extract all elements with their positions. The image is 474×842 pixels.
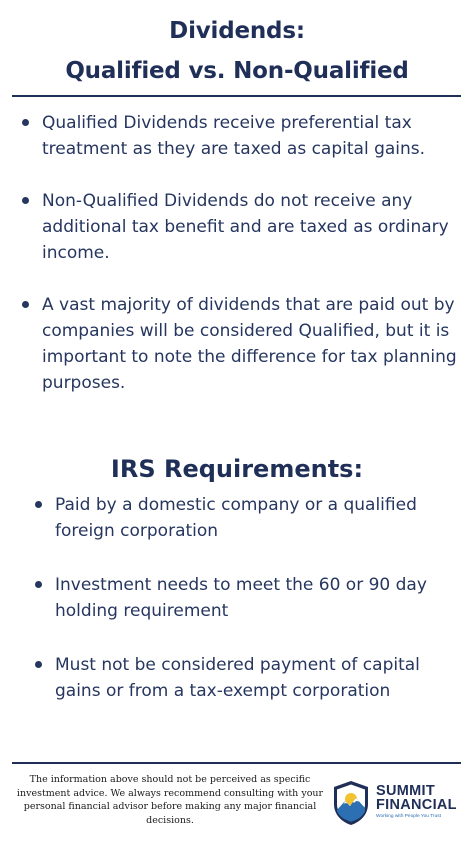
footer-divider [12, 762, 461, 764]
bullet-icon [35, 501, 42, 508]
intro-bullet-list [42, 110, 460, 422]
list-item [55, 652, 455, 704]
list-item-text: Qualified Dividends receive preferential tax treatment as they are taxed as capital gains. [42, 113, 426, 159]
list-item [55, 492, 455, 544]
irs-requirements-list [55, 492, 455, 732]
page-title-line-2: Qualified vs. Non-Qualified [65, 58, 409, 84]
list-item [55, 572, 455, 624]
bullet-icon [22, 197, 29, 204]
logo-tagline: Working with People You Trust [376, 814, 441, 819]
mountain-shield-icon [332, 780, 370, 826]
bullet-icon [35, 581, 42, 588]
bullet-icon [22, 301, 29, 308]
list-item-text: Investment needs to meet the 60 or 90 day holding requirement [55, 575, 427, 621]
list-item [42, 188, 460, 266]
list-item-text: Must not be considered payment of capital gains or from a tax-exempt corporation [55, 655, 420, 701]
page-title-line-1: Dividends: [169, 18, 305, 44]
irs-requirements-heading: IRS Requirements: [110, 455, 364, 483]
list-item-text: Non-Qualified Dividends do not receive any additional tax benefit and are taxed as ordinary income. [42, 191, 449, 263]
summit-financial-logo [332, 780, 464, 826]
list-item-text: A vast majority of dividends that are paid out by companies will be considered Qualified, but it is important to note the difference for tax planning purposes. [42, 295, 457, 393]
logo-name-line-1: SUMMIT [376, 783, 435, 799]
list-item-text: Paid by a domestic company or a qualified foreign corporation [55, 495, 417, 541]
bullet-icon [35, 661, 42, 668]
title-divider [12, 95, 461, 97]
list-item [42, 292, 460, 396]
list-item [42, 110, 460, 162]
disclaimer-text: The information above should not be perceived as specific investment advice. We always recommend consulting with your personal financial advisor before making any major financial decisions. [16, 774, 324, 826]
logo-name-line-2: FINANCIAL [376, 797, 457, 813]
bullet-icon [22, 119, 29, 126]
logo-wordmark [376, 784, 457, 812]
